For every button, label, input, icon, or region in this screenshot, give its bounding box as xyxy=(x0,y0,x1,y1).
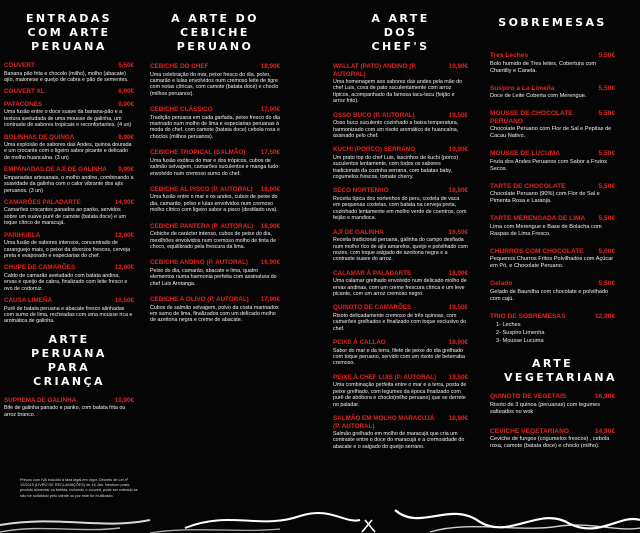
section-title-chefs: A ARTE DOS CHEF'S xyxy=(371,12,430,53)
item-name: CEBICHE PANTERA (P. AUTORAL) xyxy=(150,222,254,230)
trio-item: 2- Suspiro Limenha xyxy=(496,330,545,336)
item-description: Caldo de camarão aveludado com batata andina, ervas e queijo de cabra, finalizado com leite fresco e ovo de codorniz. xyxy=(4,272,128,292)
item-price: 10,90€ xyxy=(114,396,134,404)
item-name: COUVERT xyxy=(4,62,35,69)
item-name: SUPREMA DE GALINHA xyxy=(4,396,77,404)
item-name: QUINOTO DE VEGETAIS xyxy=(490,393,567,400)
item-description: Um prato top do chef Luis, lascinhos de kuchi (porco) suculentos lentamente, com todos os sabores tradicionais da cozinha serrana, com batatas baby, cogumelos frescos, tomate cherry. xyxy=(333,154,459,181)
item-name: EMPANADAS DE AJÍ DE GALINHA xyxy=(4,166,107,174)
menu-item xyxy=(333,187,468,221)
item-price: 5,50€ xyxy=(598,110,615,117)
item-price: 12,90€ xyxy=(114,231,134,239)
item-price: 17,90€ xyxy=(260,106,280,114)
menu-item xyxy=(150,149,280,177)
item-name: WALLAT (PATO) ANDINO (P. AUTORAL) xyxy=(333,63,417,78)
item-price: 19,90€ xyxy=(448,63,468,70)
item-description: Empanadas artesanais, o molho andino, combinando a suavidade da galinha com o calor vibrante dos ajís peruanos. (3 un) xyxy=(4,174,134,194)
item-price: 18,90€ xyxy=(448,415,468,422)
menu-item xyxy=(490,85,615,101)
menu-item xyxy=(333,146,468,180)
item-price: 5,50€ xyxy=(598,52,615,59)
item-name: CHUPE DE CAMARÕES xyxy=(4,264,76,272)
menu-item xyxy=(333,415,468,450)
menu-item xyxy=(490,428,615,451)
item-price: 17,50€ xyxy=(260,149,280,157)
item-price: 19,50€ xyxy=(448,373,468,381)
item-description: Cebiche de carácter intenso, cubos de peixe do dia, mexilhões envolvidos num cremoso molho de tinta de choco, equilibrado pela frescura da lima. xyxy=(150,231,277,250)
section-title-cebiche: A ARTE DO CEBICHE PERUANO xyxy=(171,12,259,53)
item-description: Banana pão frita e chocolo (milho), molho (abacate) ajío, maionese e queijo de cabra e pão de sementes. xyxy=(4,70,129,83)
item-description: Gelado de Baunilha com chocolate e polvilhado com cajú. xyxy=(490,288,609,302)
item-price: 18,50€ xyxy=(448,187,468,195)
menu-item xyxy=(150,186,280,214)
item-price: 5,50€ xyxy=(598,215,615,222)
item-description: Uma fusão entre o doce suave da banana-pão e a textura aveludada de uma mousse de galinha, um contraste de sabores tropicais e reconfortantes. (4 un) xyxy=(4,109,132,129)
menu-item xyxy=(490,150,615,173)
item-description: Fruta dos Andes Peruanos com Sabor a Frutos Secos. xyxy=(490,158,607,172)
item-description: Sabor do mar e da terra, filete de peixe do dia grelhado com toque peruano, servido com um risoto de beterraba cremoso. xyxy=(333,347,465,367)
item-description: Salmão grelhado em molho de maracujá que cria um contraste entre o doce do maracujá e a cremosidade do abacate e o salgado do queijo serrano. xyxy=(333,431,465,450)
sobremesas-list xyxy=(490,52,615,320)
item-name: CEBICHE ANDINO (P. AUTORAL) xyxy=(150,259,248,267)
section-title-entradas: ENTRADAS COM ARTE PERUANA xyxy=(26,12,112,53)
item-price: 12,90€ xyxy=(594,312,615,320)
item-name: PEIXE À CHEF LUIS (P. AUTORAL) xyxy=(333,373,437,381)
item-price: 18,90€ xyxy=(260,185,280,193)
menu-item xyxy=(4,134,134,162)
item-name: QUINOTO DE CAMARÕES xyxy=(333,304,412,312)
item-price: 5,50€ xyxy=(598,280,615,287)
item-description: Uma homenagem aos sabores das andes pela mão do chef Luis, coxa de pato suculentamente com arroz típicos, acompanhado da famosa tacu-tacu (feijão e arroz frito). xyxy=(333,79,462,105)
chefs-list xyxy=(333,63,468,450)
item-description: Pequenos Churros Fritos Polvilhados com Açúcar em Pó, e Chocolate Peruano. xyxy=(490,256,614,269)
item-price: 5,50€ xyxy=(598,150,615,157)
item-price: 19,90€ xyxy=(448,146,468,154)
item-description: Purê de batata peruana e abacate fresco alinhadas com sumo de lima, recheadas com uma mousse rica e aromática de galinha. xyxy=(4,305,133,325)
item-description: Cubos de salmão selvagem, polvo da costa marinados em sumo de lima, finalizados com um delicado molho de azeitona negra e creme de abacate. xyxy=(150,304,279,324)
item-name: PATACONES xyxy=(4,100,43,108)
item-description: Receita típica dos nortenhos do peru, costela de vaca em pequenas costelas, com batata na cerveja preta, cozinhado lentamente em molho verde de coentros, com feijão e mandioca. xyxy=(333,195,467,222)
item-description: Bolo humido de Tres leites, Cobertura com Chantilly e Canela. xyxy=(490,60,597,74)
item-name: AJÍ DE GALINHA xyxy=(333,228,384,236)
item-description: Ceviche de fungos (cogumelos frescos) , cebola roxa, camote (batata doce) e choclo (milho). xyxy=(490,436,610,449)
menu-item xyxy=(150,259,280,287)
item-price: 16,50€ xyxy=(448,228,468,236)
item-description: Risoto de 3 quinoa (peruanas) com legumes salteados no wok xyxy=(490,401,601,415)
menu-item xyxy=(333,229,468,263)
item-price: 5,50€ xyxy=(598,84,615,92)
item-price: 14,90€ xyxy=(114,198,134,206)
menu-item xyxy=(150,223,280,251)
item-name: Gelado xyxy=(490,280,513,287)
menu-item xyxy=(4,88,134,96)
item-name: CEBICHE DO CHEF xyxy=(150,63,209,70)
menu-item xyxy=(490,280,615,303)
item-name: SECO NORTENHO xyxy=(333,187,389,195)
item-price: 14,90€ xyxy=(594,427,615,435)
item-name: MOUSSE DE CHOCOLATE PERUANO xyxy=(490,110,573,125)
menu-item xyxy=(490,183,615,206)
item-description: Uma fusão entre o mar e os andes, cubos de peixe do dia, camarão, polvo e lulas envolvidos num cremoso molho cítrico com ligeiro sabor a pisco (destilado uva). xyxy=(150,194,278,214)
item-description: Doce de Leite Coberta com Merengue. xyxy=(490,93,587,99)
item-description: Bife de galinha panado e panko, com batata frita ou arroz branco. xyxy=(4,405,126,418)
item-price: 17,90€ xyxy=(260,296,280,304)
item-name: TARTE DE CHOCOLATE xyxy=(490,182,566,190)
menu-item xyxy=(4,199,134,227)
section-title-criancas: ARTE PERUANA PARA CRIANÇA xyxy=(31,332,107,388)
item-price: 19,50€ xyxy=(448,111,468,119)
item-description: Uma fusão exótica do mar e dos trópicos, cubos de salmão selvagem, camarões suculentos e manga tudo envolvido num cremoso sumo do chef. xyxy=(150,157,279,177)
menu-item xyxy=(4,166,134,194)
menu-item xyxy=(490,393,615,416)
item-name: CAUSA LIMEÑA xyxy=(4,297,53,305)
decorative-brush-strokes xyxy=(0,480,640,533)
menu-item xyxy=(333,270,468,298)
item-name: Suspiro a La Limeña xyxy=(490,84,555,92)
item-description: Receita tradicional peruana, galinha do campo desfiada num molho rico de ajís amarelos, queijo e polvilhado com nozes, com toque salgado de azeitona negra e a contraste suave do arroz. xyxy=(333,237,468,263)
item-name: CEBICHE TROPICAL (SALMÃO) xyxy=(150,149,246,157)
menu-item xyxy=(490,313,615,321)
item-name: CEBICHE A OLIVO (P. AUTORAL) xyxy=(150,296,249,304)
item-name: Tres Leches xyxy=(490,52,529,59)
item-price: 18,90€ xyxy=(260,63,280,70)
item-price: 16,90€ xyxy=(594,393,615,400)
item-description: Uma combinação perfeita entre o mar e a terra, posta de peixe grelhado, com legumes da época finalizado com purê de abóbora e choclo(milho peruano) que se derrete no paladar. xyxy=(333,382,467,408)
item-name: PEIXE À CALLAO xyxy=(333,339,386,347)
item-name: CHURROS COM CHOCOLATE xyxy=(490,247,584,255)
menu-item xyxy=(4,101,134,129)
vegetariana-list xyxy=(490,393,615,450)
legal-notice: Preços com IVA incluído à taxa legal em vigor. Decreto de Lei nº 10/2015 (LIVRO DE RECLAMAÇÕES) de 16 Jan. Nenhum prato, produto alimentar ou bebida, incluindo o couvert, pode ser cobrado se não for solicitado pelo cliente ou por este for inutilizado. xyxy=(20,478,138,498)
column-cebiche xyxy=(150,12,280,324)
item-price: 10,50€ xyxy=(114,297,134,305)
trio-list xyxy=(490,321,615,345)
item-description: Chocolate Peruano com Flor de Sal e Pepitas de Cacau Nativo. xyxy=(490,126,612,139)
item-price: 5,50€ xyxy=(118,62,134,69)
column-sobremesas xyxy=(490,12,615,450)
item-price: 16,90€ xyxy=(260,222,280,230)
item-name: CEBICHE AL PISCO (P. AUTORAL) xyxy=(150,185,253,193)
menu-item xyxy=(490,110,615,140)
item-price: 18,90€ xyxy=(448,339,468,347)
menu-item xyxy=(150,106,280,140)
item-name: SALMÃO EM MOLHO MARACUJÁ (P. AUTORAL) xyxy=(333,415,435,430)
criancas-list xyxy=(4,397,134,418)
cebiche-list xyxy=(150,63,280,324)
item-description: Uma fusão de sabores intensos, concentrado de caranguejo mais, o peixe da diversos frescos, cerveja preta e evaporado e especiarias do chef. xyxy=(4,240,131,259)
column-chefs xyxy=(333,12,468,450)
item-name: TARTE MERENGADA DE LIMA xyxy=(490,215,586,222)
item-name: CEVICHE VEGETARIANO xyxy=(490,427,570,435)
menu-item xyxy=(490,248,615,271)
menu-item xyxy=(333,304,468,332)
item-description: Peixe do dia, camarão, abacate e lima, quatro elementos numa harmonia perfeita com assinatura do chef Luis Arotanga. xyxy=(150,267,277,287)
item-name: BOLINHAS DE QUINOA xyxy=(4,133,75,141)
section-title-sobremesas: SOBREMESAS xyxy=(498,16,607,29)
item-description: Uma calamar grelhado envolvido num delicado molho de ervas andinas, com um creme frescura cítrica e um leve picante, com um arroz cremoso negro. xyxy=(333,278,467,298)
entradas-list xyxy=(4,62,134,325)
menu-item xyxy=(150,296,280,324)
menu-item xyxy=(4,62,134,83)
menu-item xyxy=(333,339,468,367)
menu-item xyxy=(490,52,615,75)
item-price: 5,50€ xyxy=(598,182,615,190)
item-price: 19,50€ xyxy=(448,304,468,312)
item-description: Lima com Merengue e Base de Bolacha com Raspas de Lima Fresco. xyxy=(490,223,602,237)
item-price: 9,90€ xyxy=(118,100,134,108)
section-title-vegetariana: ARTE VEGETARIANA xyxy=(504,357,617,384)
item-description: Uma explosão de sabores das Andes, quinoa dourada e um crocante com o ligeiro sabor picante e delicado de molho huancaína. (3 un) xyxy=(4,142,132,161)
item-name: CEBICHE CLÁSSICO xyxy=(150,106,213,114)
menu-item xyxy=(4,232,134,260)
item-name: KUCHI (PORCO) SERRANO xyxy=(333,146,416,154)
item-price: 12,90€ xyxy=(114,264,134,272)
menu-item xyxy=(490,215,615,238)
item-name: COUVERT XL xyxy=(4,88,45,96)
item-price: 18,90€ xyxy=(448,269,468,277)
item-description: Risoto delicadamente cremoso de três quinoas, com camarões grelhados e finalizado com toque exclusivo do chef. xyxy=(333,312,467,332)
menu-item xyxy=(4,397,134,418)
item-name: PARIHUELA xyxy=(4,231,41,239)
menu-item xyxy=(4,297,134,325)
item-price: 8,90€ xyxy=(118,133,134,141)
menu-item xyxy=(333,374,468,408)
item-name: CALAMAR À PALADARTE xyxy=(333,269,412,277)
item-price: 9,90€ xyxy=(118,166,134,174)
item-name: OSSO BUCO (P. AUTORAL) xyxy=(333,111,415,119)
column-entradas xyxy=(4,12,134,418)
item-description: Osso buco suculento cozinhado a baixa temperatura, harmonizado com um risoto aromático de huancaína, assinado pelo chef. xyxy=(333,120,459,139)
item-price: 5,00€ xyxy=(598,247,615,255)
menu-item xyxy=(333,63,468,105)
item-description: Chocolate Peruano (90%) com Flor de Sal e Pimenta Rosa e Laranja. xyxy=(490,191,600,204)
item-price: 6,90€ xyxy=(118,88,134,96)
item-description: Uma celebração do mar, peixe fresco do dia, polvo, camarão e lulas envolvidos num cremoso leite de tigre com notas cítricas, com camote (batata doce) e choclo (milhos peruanos). xyxy=(150,71,279,97)
item-description: Tradição peruana em cada garfada, peixe fresco do dia marinado num molho de lima e especiarias peruanas à moda do chef, com camote (batata doce) cebola roxa e choclos (milhos peruanos). xyxy=(150,114,280,140)
item-name: TRIO DE SOBREMESAS xyxy=(490,312,566,320)
trio-item: 1- Leches xyxy=(496,322,521,328)
menu-item xyxy=(333,112,468,140)
item-description: Camarões crocantes panados ao panko, servidos sobre um suave purê de camote (batata doce) e um toque cítrico de maracujá. xyxy=(4,207,126,227)
trio-item: 3- Mousse Lucuma xyxy=(496,338,544,344)
menu-item xyxy=(150,63,280,97)
menu-item xyxy=(4,264,134,292)
item-name: CAMARÕES PALADARTE xyxy=(4,198,81,206)
item-name: MOUSSE DE LUCUMA xyxy=(490,150,560,157)
item-price: 16,90€ xyxy=(260,259,280,267)
